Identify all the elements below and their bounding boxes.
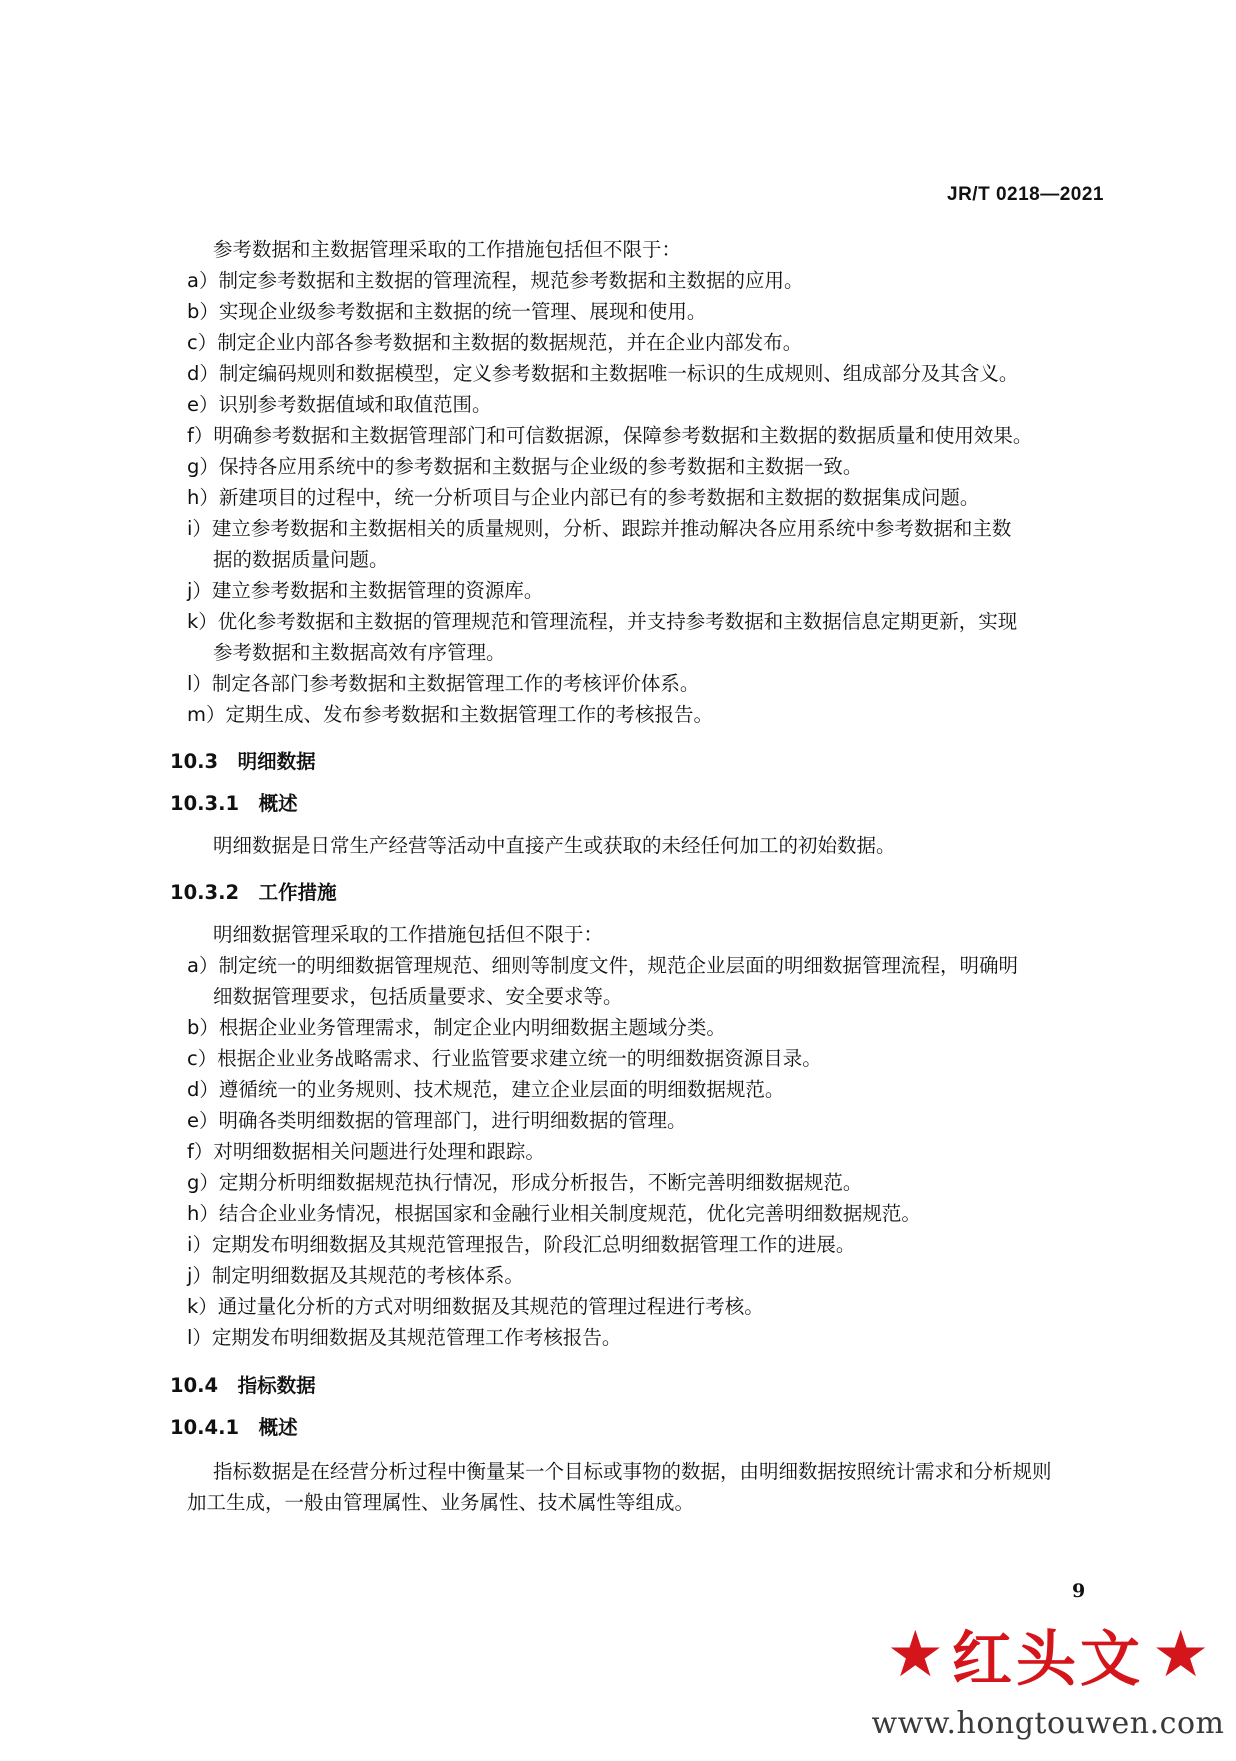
star-icon: ★	[886, 1618, 944, 1692]
list-item: m）定期生成、发布参考数据和主数据管理工作的考核报告。	[187, 703, 713, 726]
list-item: b）根据企业业务管理需求，制定企业内明细数据主题域分类。	[187, 1016, 726, 1039]
list-item: a）制定参考数据和主数据的管理流程，规范参考数据和主数据的应用。	[187, 269, 804, 292]
list-item: k）优化参考数据和主数据的管理规范和管理流程，并支持参考数据和主数据信息定期更新，实现	[187, 610, 1018, 633]
list-item: a）制定统一的明细数据管理规范、细则等制度文件，规范企业层面的明细数据管理流程，明确明	[187, 954, 1018, 977]
list-item: i）定期发布明细数据及其规范管理报告，阶段汇总明细数据管理工作的进展。	[187, 1233, 856, 1256]
list-item: f）对明细数据相关问题进行处理和跟踪。	[187, 1140, 545, 1163]
list-item-continuation: 据的数据质量问题。	[213, 548, 389, 571]
document-code: JR/T 0218—2021	[947, 184, 1104, 205]
list-item: h）结合企业业务情况，根据国家和金融行业相关制度规范，优化完善明细数据规范。	[187, 1202, 921, 1225]
section-heading: 10.3 明细数据	[170, 750, 316, 773]
list-item: l）定期发布明细数据及其规范管理工作考核报告。	[187, 1326, 622, 1349]
list-item: i）建立参考数据和主数据相关的质量规则，分析、跟踪并推动解决各应用系统中参考数据和主数	[187, 517, 1012, 540]
watermark-title-row	[860, 1612, 1236, 1698]
section-heading: 10.4 指标数据	[170, 1374, 316, 1397]
subsection-heading: 10.3.1 概述	[170, 792, 298, 815]
list-item: g）保持各应用系统中的参考数据和主数据与企业级的参考数据和主数据一致。	[187, 455, 863, 478]
watermark-url: www.hongtouwen.com	[871, 1706, 1225, 1741]
list-item: c）制定企业内部各参考数据和主数据的数据规范，并在企业内部发布。	[187, 331, 803, 354]
paragraph: 明细数据管理采取的工作措施包括但不限于：	[213, 923, 604, 946]
watermark	[860, 1612, 1236, 1761]
list-item: j）建立参考数据和主数据管理的资源库。	[187, 579, 544, 602]
paragraph: 参考数据和主数据管理采取的工作措施包括但不限于：	[213, 238, 682, 261]
list-item: l）制定各部门参考数据和主数据管理工作的考核评价体系。	[187, 672, 700, 695]
subsection-heading: 10.3.2 工作措施	[170, 881, 337, 904]
list-item: c）根据企业业务战略需求、行业监管要求建立统一的明细数据资源目录。	[187, 1047, 822, 1070]
watermark-title: 红头文	[952, 1625, 1144, 1695]
list-item: j）制定明细数据及其规范的考核体系。	[187, 1264, 524, 1287]
list-item: g）定期分析明细数据规范执行情况，形成分析报告，不断完善明细数据规范。	[187, 1171, 863, 1194]
list-item: d）制定编码规则和数据模型，定义参考数据和主数据唯一标识的生成规则、组成部分及其含义。	[187, 362, 1019, 385]
subsection-heading: 10.4.1 概述	[170, 1416, 298, 1439]
list-item: d）遵循统一的业务规则、技术规范，建立企业层面的明细数据规范。	[187, 1078, 785, 1101]
paragraph-continuation: 加工生成，一般由管理属性、业务属性、技术属性等组成。	[187, 1491, 695, 1514]
paragraph: 指标数据是在经营分析过程中衡量某一个目标或事物的数据，由明细数据按照统计需求和分析规则	[213, 1460, 1052, 1483]
list-item-continuation: 细数据管理要求，包括质量要求、安全要求等。	[213, 985, 623, 1008]
list-item: f）明确参考数据和主数据管理部门和可信数据源，保障参考数据和主数据的数据质量和使用效果。	[187, 424, 1033, 447]
list-item: k）通过量化分析的方式对明细数据及其规范的管理过程进行考核。	[187, 1295, 764, 1318]
paragraph: 明细数据是日常生产经营等活动中直接产生或获取的未经任何加工的初始数据。	[213, 834, 896, 857]
list-item-continuation: 参考数据和主数据高效有序管理。	[213, 641, 506, 664]
list-item: h）新建项目的过程中，统一分析项目与企业内部已有的参考数据和主数据的数据集成问题。	[187, 486, 980, 509]
page-number: 9	[1072, 1580, 1086, 1602]
star-icon: ★	[1152, 1618, 1210, 1692]
list-item: b）实现企业级参考数据和主数据的统一管理、展现和使用。	[187, 300, 707, 323]
list-item: e）识别参考数据值域和取值范围。	[187, 393, 492, 416]
list-item: e）明确各类明细数据的管理部门，进行明细数据的管理。	[187, 1109, 687, 1132]
